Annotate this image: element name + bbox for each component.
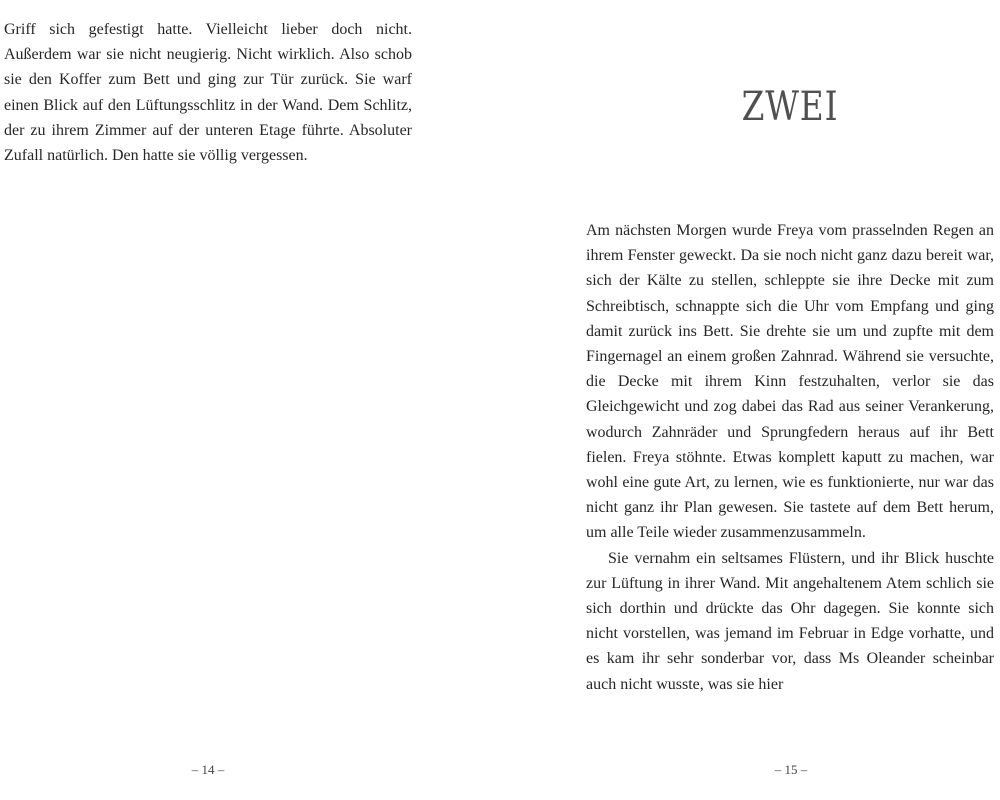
left-paragraph-1: Griff sich gefestigt hatte. Vielleicht lieber doch nicht. Außerdem war sie nicht neugierig. Nicht wirklich. Also schob sie den Koffer zum Bett und ging zur Tür zurück. Sie warf einen Blick auf den Lüftungsschlitz in der Wand. Dem Schlitz, der zu ihrem Zimmer auf der unteren Etage führte. Absoluter Zufall natürlich. Den hatte sie völlig vergessen. (4, 21, 412, 165)
left-page-number: – 14 – (191, 762, 225, 777)
right-page (500, 0, 1000, 800)
left-page-text (4, 17, 412, 168)
right-paragraph-1: Am nächsten Morgen wurde Freya vom prasselnden Regen an ihrem Fenster geweckt. Da sie noch nicht ganz dazu bereit war, sich der Kälte zu stellen, schleppte sie ihre Decke mit zum Schreibtisch, schnappte sich die Uhr vom Empfang und ging damit zurück ins Bett. Sie drehte sie um und zupfte mit dem Fingernagel an einem großen Zahnrad. Während sie versuchte, die Decke mit ihrem Kinn festzuhalten, verlor sie das Gleichgewicht und zog dabei das Rad aus seiner Verankerung, wodurch Zahnräder und Sprungfedern heraus auf ihr Bett fielen. Freya stöhnte. Etwas komplett kaputt zu machen, war wohl eine gute Art, zu lernen, wie es funktionierte, nur war das nicht ganz ihr Plan gewesen. Sie tastete auf dem Bett herum, um alle Teile wieder zusammenzusammeln. (586, 222, 994, 542)
right-paragraph-2: Sie vernahm ein seltsames Flüstern, und ihr Blick huschte zur Lüftung in ihrer Wand. Mit angehaltenem Atem schlich sie sich dorthin und drückte das Ohr dagegen. Sie konnte sich nicht vorstellen, was jemand im Februar in Edge vorhatte, und es kam ihr sehr sonderbar vor, dass Ms Oleander scheinbar auch nicht wusste, was sie hier (586, 549, 994, 693)
chapter-title: ZWEI (741, 84, 839, 130)
right-page-number: – 15 – (774, 762, 808, 777)
right-page-text (586, 218, 994, 697)
